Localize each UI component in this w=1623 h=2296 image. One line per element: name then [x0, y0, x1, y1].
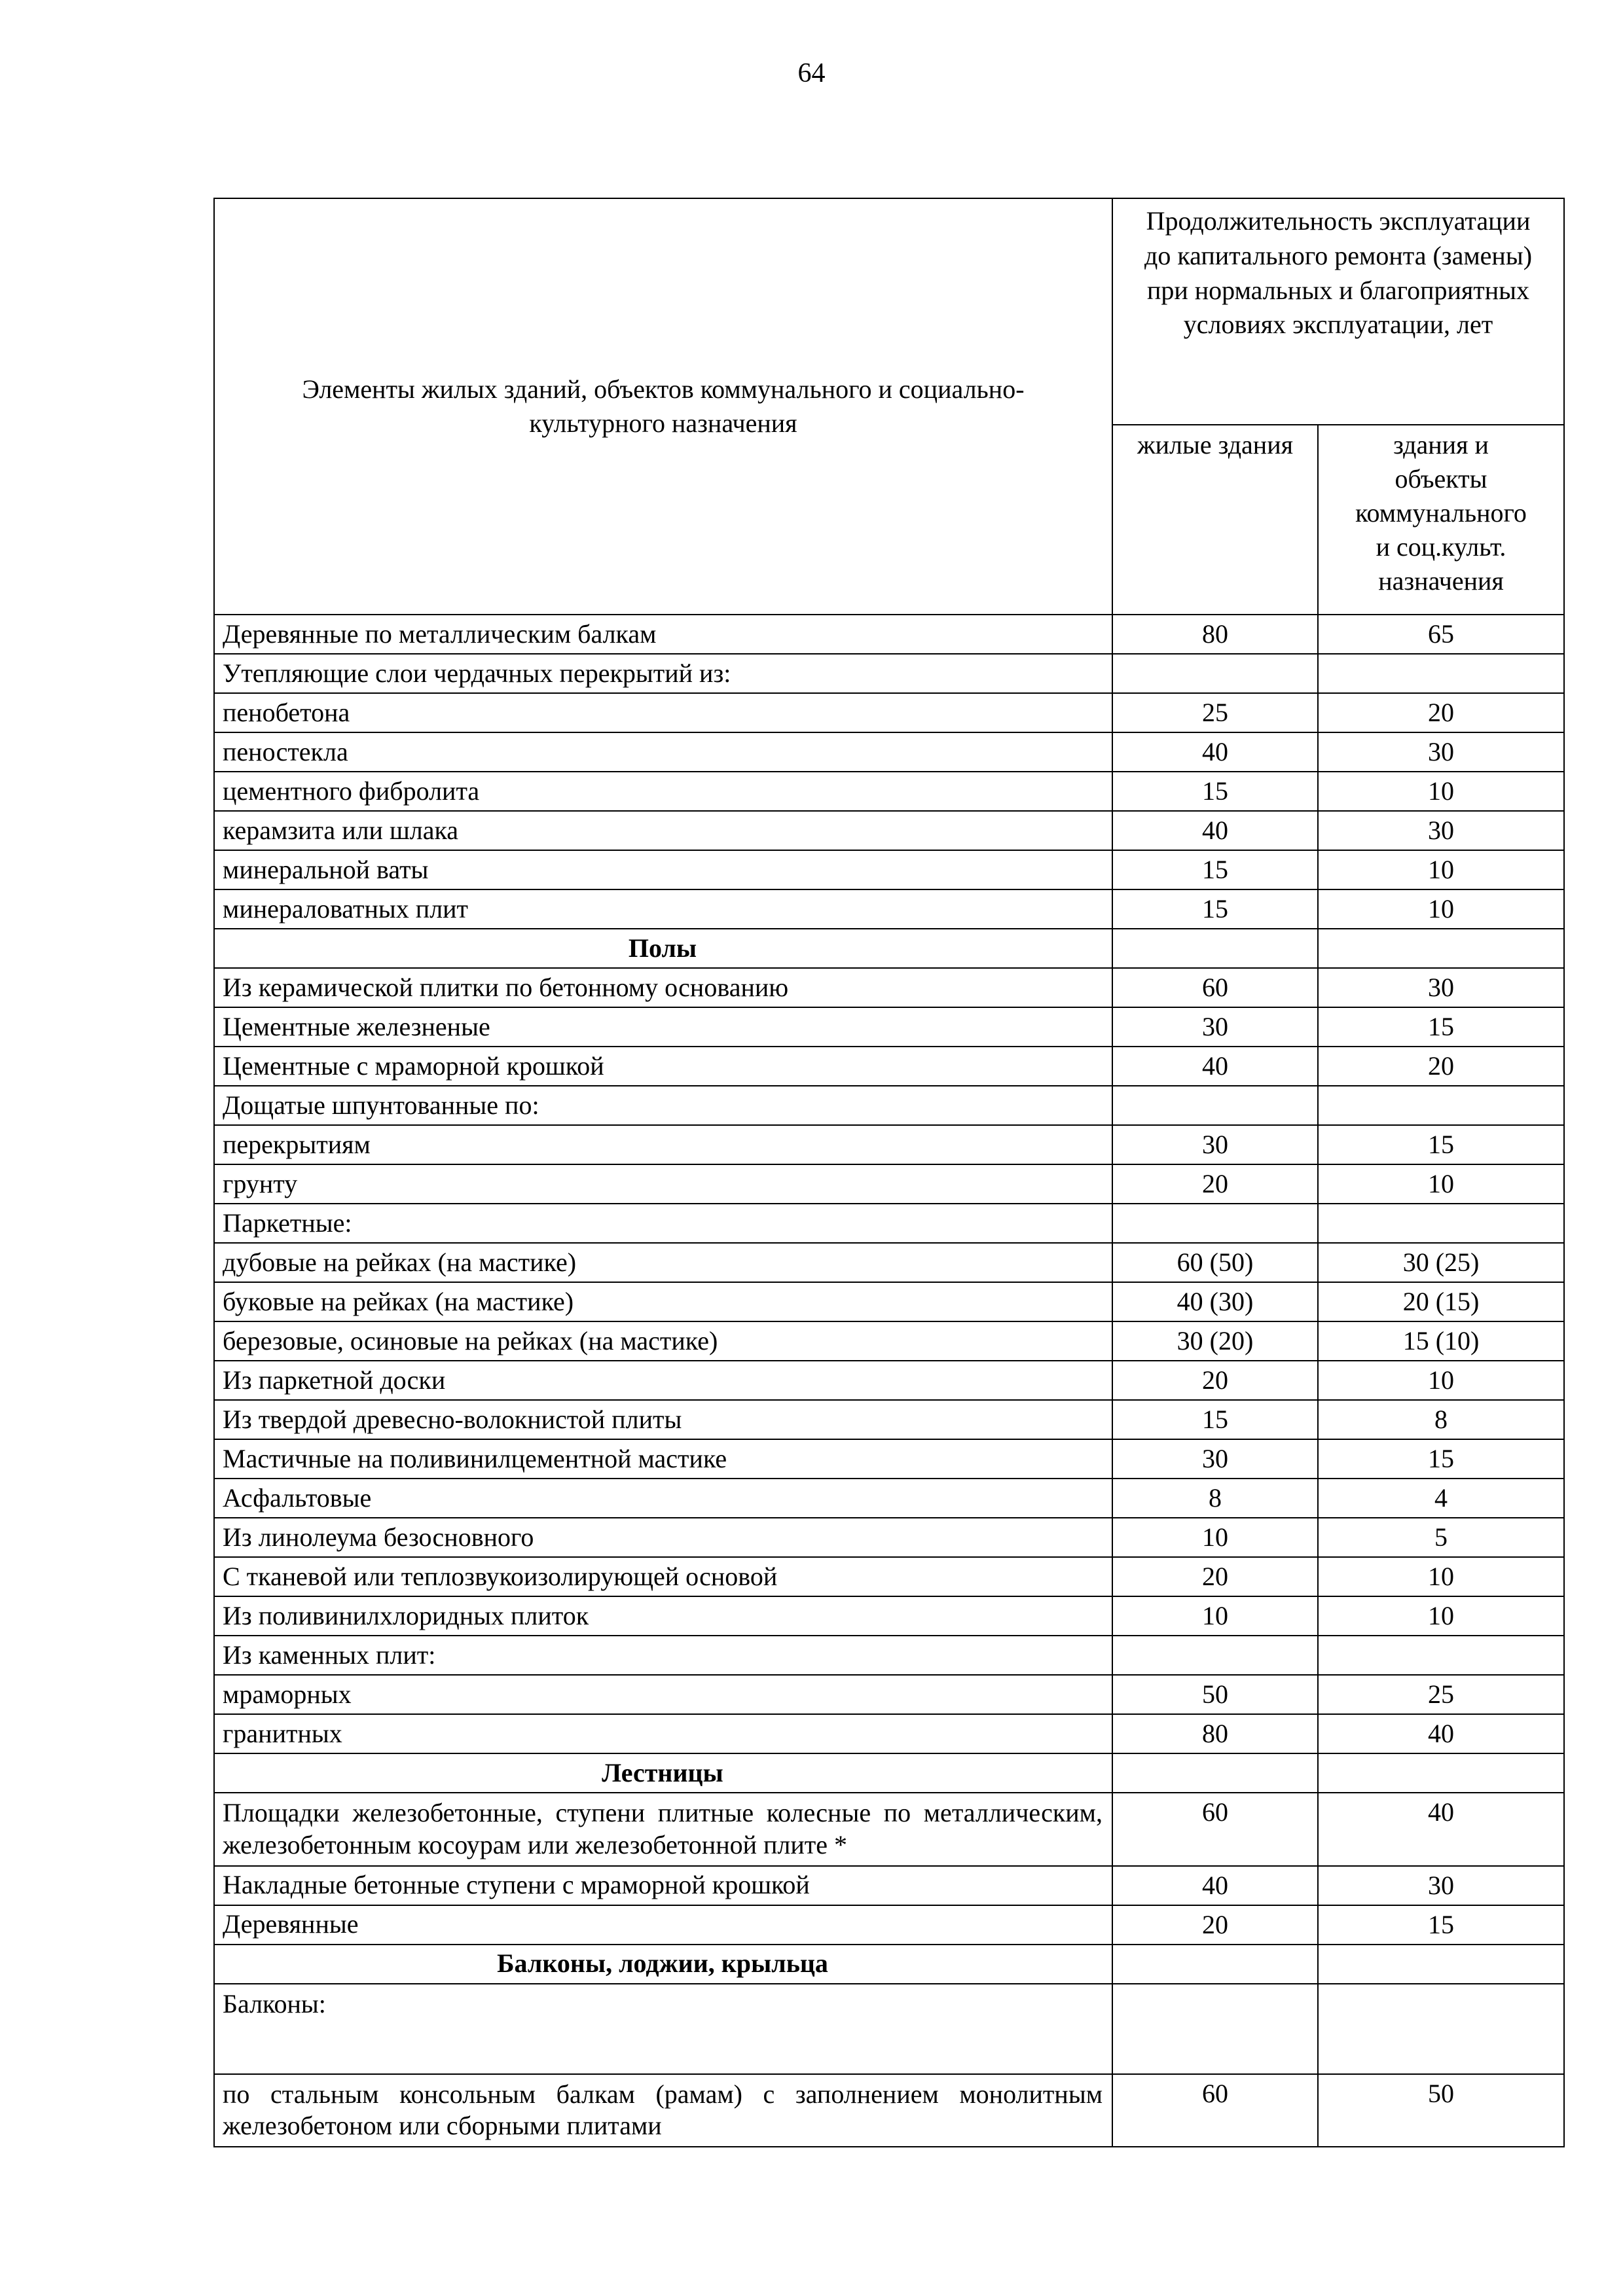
table-row — [214, 1984, 1564, 2074]
table-row — [214, 1675, 1564, 1714]
row-value — [1318, 1636, 1564, 1675]
table-row — [214, 1007, 1564, 1047]
row-label: пенобетона — [214, 693, 1112, 732]
header-row-top — [214, 198, 1564, 425]
row-value: 20 — [1112, 1164, 1318, 1204]
row-value: 15 — [1112, 850, 1318, 889]
table-row — [214, 850, 1564, 889]
row-value: 15 (10) — [1318, 1321, 1564, 1361]
row-value — [1112, 1945, 1318, 1984]
row-value: 80 — [1112, 615, 1318, 654]
row-label: Из поливинилхлоридных плиток — [214, 1596, 1112, 1636]
table-row — [214, 1282, 1564, 1321]
row-value: 10 — [1318, 1164, 1564, 1204]
row-value: 10 — [1318, 889, 1564, 929]
row-value — [1318, 1086, 1564, 1125]
row-label: Дощатые шпунтованные по: — [214, 1086, 1112, 1125]
table-row — [214, 1243, 1564, 1282]
table-body — [214, 615, 1564, 2147]
row-value — [1112, 1984, 1318, 2074]
row-value — [1112, 1753, 1318, 1793]
row-label: Из каменных плит: — [214, 1636, 1112, 1675]
table-header — [214, 198, 1564, 615]
table-row — [214, 1518, 1564, 1557]
row-value — [1112, 654, 1318, 693]
row-value: 50 — [1318, 2074, 1564, 2147]
row-value: 10 — [1318, 1361, 1564, 1400]
row-value — [1318, 1753, 1564, 1793]
row-value: 25 — [1318, 1675, 1564, 1714]
row-label: гранитных — [214, 1714, 1112, 1753]
table-row — [214, 1047, 1564, 1086]
row-value — [1318, 1945, 1564, 1984]
row-value: 30 — [1112, 1125, 1318, 1164]
table-row — [214, 889, 1564, 929]
row-value: 10 — [1318, 1596, 1564, 1636]
row-value: 15 — [1112, 772, 1318, 811]
row-label: Накладные бетонные ступени с мраморной крошкой — [214, 1866, 1112, 1905]
section-title: Полы — [214, 929, 1112, 968]
service-life-table — [213, 198, 1565, 2147]
row-value: 30 — [1318, 732, 1564, 772]
table-row — [214, 968, 1564, 1007]
row-label: Утепляющие слои чердачных перекрытий из: — [214, 654, 1112, 693]
row-value: 15 — [1318, 1905, 1564, 1945]
table-row — [214, 1125, 1564, 1164]
row-value: 65 — [1318, 615, 1564, 654]
row-value: 30 (20) — [1112, 1321, 1318, 1361]
row-label: керамзита или шлака — [214, 811, 1112, 850]
row-label: Деревянные по металлическим балкам — [214, 615, 1112, 654]
row-label: Из керамической плитки по бетонному основанию — [214, 968, 1112, 1007]
row-label: березовые, осиновые на рейках (на мастике) — [214, 1321, 1112, 1361]
row-value: 4 — [1318, 1479, 1564, 1518]
row-value: 30 — [1318, 968, 1564, 1007]
row-label: по стальным консольным балкам (рамам) с заполнением монолитным железобетоном или сборными плитами — [214, 2074, 1112, 2147]
row-value: 30 — [1112, 1007, 1318, 1047]
table-row — [214, 1714, 1564, 1753]
table-row — [214, 1086, 1564, 1125]
page-number: 64 — [797, 58, 826, 88]
table-row — [214, 1596, 1564, 1636]
row-value: 10 — [1112, 1518, 1318, 1557]
table-row — [214, 1361, 1564, 1400]
table-row — [214, 732, 1564, 772]
row-value: 50 — [1112, 1675, 1318, 1714]
section-title: Балконы, лоджии, крыльца — [214, 1945, 1112, 1984]
row-value — [1112, 1636, 1318, 1675]
table-row — [214, 654, 1564, 693]
table-row — [214, 1636, 1564, 1675]
row-value: 40 — [1112, 811, 1318, 850]
header-duration-title: Продолжительность эксплуатации до капитального ремонта (замены) при нормальных и благоприятных условиях эксплуатации, лет — [1112, 198, 1564, 425]
table-row — [214, 1321, 1564, 1361]
section-title: Лестницы — [214, 1753, 1112, 1793]
row-value: 40 — [1318, 1714, 1564, 1753]
row-label: Из линолеума безосновного — [214, 1518, 1112, 1557]
row-value: 40 — [1112, 1866, 1318, 1905]
table-row — [214, 2074, 1564, 2147]
row-value: 8 — [1112, 1479, 1318, 1518]
row-value: 30 — [1318, 811, 1564, 850]
row-value: 25 — [1112, 693, 1318, 732]
row-value: 20 — [1112, 1905, 1318, 1945]
row-value — [1318, 1204, 1564, 1243]
row-label: буковые на рейках (на мастике) — [214, 1282, 1112, 1321]
table-row — [214, 772, 1564, 811]
table-row — [214, 1204, 1564, 1243]
table-row — [214, 1866, 1564, 1905]
row-value: 15 — [1318, 1125, 1564, 1164]
row-value: 80 — [1112, 1714, 1318, 1753]
table-row — [214, 1905, 1564, 1945]
header-elements-column: Элементы жилых зданий, объектов коммунального и социально-культурного назначения — [214, 198, 1112, 615]
table-row — [214, 1400, 1564, 1439]
row-label: перекрытиям — [214, 1125, 1112, 1164]
row-label: Цементные с мраморной крошкой — [214, 1047, 1112, 1086]
row-label: Асфальтовые — [214, 1479, 1112, 1518]
row-label: Цементные железненые — [214, 1007, 1112, 1047]
row-value — [1318, 654, 1564, 693]
row-label: мраморных — [214, 1675, 1112, 1714]
row-value: 40 — [1112, 732, 1318, 772]
row-label: Балконы: — [214, 1984, 1112, 2074]
row-label: Мастичные на поливинилцементной мастике — [214, 1439, 1112, 1479]
section-row — [214, 929, 1564, 968]
row-value: 15 — [1318, 1439, 1564, 1479]
row-value — [1112, 1086, 1318, 1125]
section-row — [214, 1945, 1564, 1984]
section-row — [214, 1753, 1564, 1793]
row-label: пеностекла — [214, 732, 1112, 772]
row-value: 15 — [1318, 1007, 1564, 1047]
row-value: 10 — [1318, 1557, 1564, 1596]
row-value: 40 — [1112, 1047, 1318, 1086]
table-row — [214, 615, 1564, 654]
table-row — [214, 1793, 1564, 1866]
row-value — [1318, 1984, 1564, 2074]
row-label: цементного фибролита — [214, 772, 1112, 811]
row-value: 30 — [1112, 1439, 1318, 1479]
row-value: 20 — [1318, 1047, 1564, 1086]
row-value — [1318, 929, 1564, 968]
row-label: минеральной ваты — [214, 850, 1112, 889]
row-value: 20 — [1112, 1361, 1318, 1400]
row-label: грунту — [214, 1164, 1112, 1204]
row-label: Паркетные: — [214, 1204, 1112, 1243]
header-residential-buildings: жилые здания — [1112, 425, 1318, 615]
table-row — [214, 1164, 1564, 1204]
row-label: Площадки железобетонные, ступени плитные колесные по металлическим, железобетонным косоурам или железобетонной плите * — [214, 1793, 1112, 1866]
row-value: 20 (15) — [1318, 1282, 1564, 1321]
table-row — [214, 811, 1564, 850]
table-row — [214, 1479, 1564, 1518]
row-value: 15 — [1112, 1400, 1318, 1439]
row-value: 60 — [1112, 968, 1318, 1007]
row-label: Из паркетной доски — [214, 1361, 1112, 1400]
header-communal-buildings: здания и объекты коммунального и соц.культ. назначения — [1318, 425, 1564, 615]
row-value: 8 — [1318, 1400, 1564, 1439]
row-value: 5 — [1318, 1518, 1564, 1557]
row-value: 30 — [1318, 1866, 1564, 1905]
row-value: 60 (50) — [1112, 1243, 1318, 1282]
row-label: минераловатных плит — [214, 889, 1112, 929]
row-value: 60 — [1112, 2074, 1318, 2147]
row-value: 10 — [1318, 772, 1564, 811]
row-label: Деревянные — [214, 1905, 1112, 1945]
table-row — [214, 1439, 1564, 1479]
row-value: 20 — [1112, 1557, 1318, 1596]
table-row — [214, 693, 1564, 732]
row-value: 40 (30) — [1112, 1282, 1318, 1321]
row-value: 10 — [1318, 850, 1564, 889]
row-value: 10 — [1112, 1596, 1318, 1636]
row-label: дубовые на рейках (на мастике) — [214, 1243, 1112, 1282]
row-value: 30 (25) — [1318, 1243, 1564, 1282]
row-value: 60 — [1112, 1793, 1318, 1866]
row-value — [1112, 929, 1318, 968]
row-value: 40 — [1318, 1793, 1564, 1866]
row-value — [1112, 1204, 1318, 1243]
row-label: Из твердой древесно-волокнистой плиты — [214, 1400, 1112, 1439]
row-value: 15 — [1112, 889, 1318, 929]
row-value: 20 — [1318, 693, 1564, 732]
table-row — [214, 1557, 1564, 1596]
row-label: С тканевой или теплозвукоизолирующей основой — [214, 1557, 1112, 1596]
